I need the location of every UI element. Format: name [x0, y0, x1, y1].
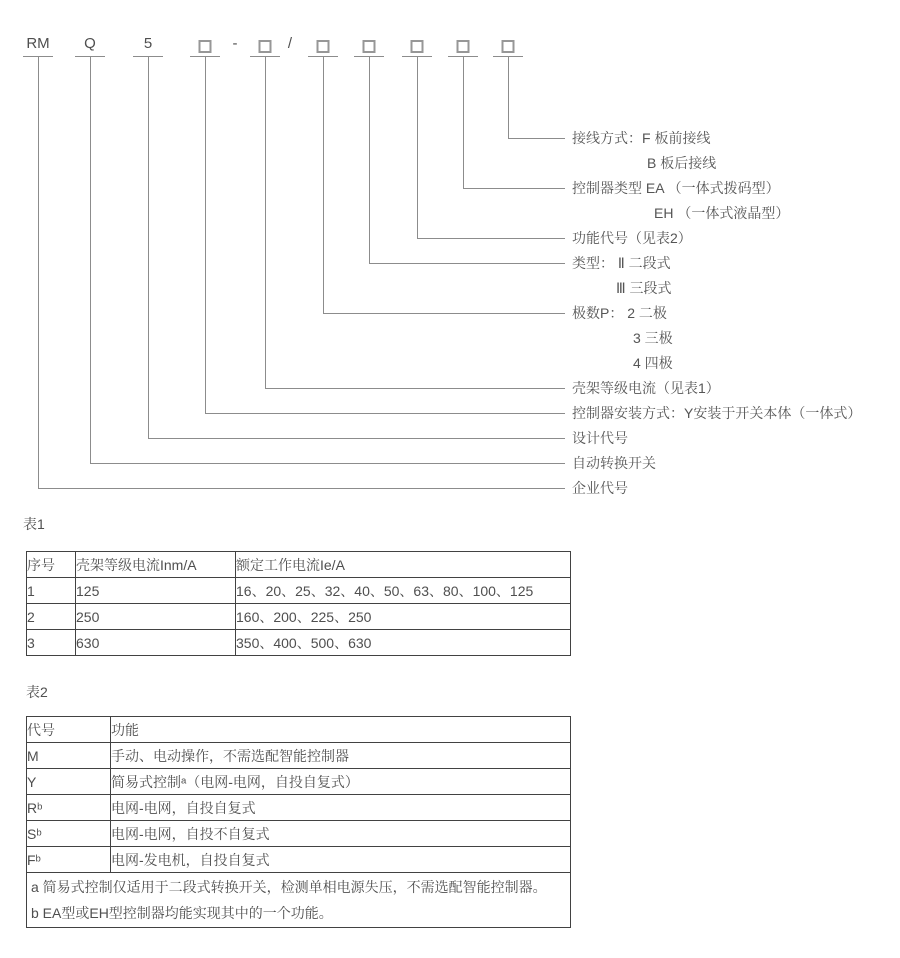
table1-row [27, 630, 571, 656]
connector-v-controller [463, 57, 464, 189]
label-install-mode: 控制器安装方式：Y安装于开关本体（一体式） [572, 405, 862, 421]
table2-cell-function: 电网-发电机，自投自复式 [111, 847, 571, 873]
label-type-2seg: 类型： Ⅱ 二段式 [572, 255, 671, 271]
table1-header-ie: 额定工作电流Ie/A [236, 552, 571, 578]
code-dash: - [232, 35, 238, 52]
table2-caption: 表2 [26, 684, 48, 700]
code-slash: / [287, 35, 293, 52]
code-prefix-rm: RM [26, 35, 50, 52]
label-function-code: 功能代号（见表2） [572, 230, 692, 246]
code-box-wiring [502, 40, 515, 53]
table1-frame-currents [26, 551, 571, 656]
table2-cell-function: 电网-电网，自投自复式 [111, 795, 571, 821]
label-controller-ea: 控制器类型 EA （一体式拨码型） [572, 180, 780, 196]
table2-header-code: 代号 [27, 717, 111, 743]
table2-footnote-row [27, 873, 571, 928]
table1-cell-ie: 16、20、25、32、40、50、63、80、100、125 [236, 578, 571, 604]
connector-h-function [417, 238, 565, 239]
label-poles-4: 4 四极 [633, 355, 673, 371]
table1-cell-ie: 350、400、500、630 [236, 630, 571, 656]
table2-function-codes [26, 716, 571, 928]
table2-row [27, 795, 571, 821]
label-poles-3: 3 三极 [633, 330, 673, 346]
table2-cell-code: M [27, 743, 111, 769]
code-box-install [199, 40, 212, 53]
table1-cell-index: 1 [27, 578, 76, 604]
table2-cell-function: 电网-电网，自投不自复式 [111, 821, 571, 847]
connector-h-poles [323, 313, 565, 314]
table1-row [27, 578, 571, 604]
connector-h-frame [265, 388, 565, 389]
table2-footnote-b: b EA型或EH型控制器均能实现其中的一个功能。 [31, 905, 333, 921]
table2-cell-function: 手动、电动操作，不需选配智能控制器 [111, 743, 571, 769]
code-digit-5: 5 [143, 35, 153, 52]
table2-footnote-a: a 简易式控制仅适用于二段式转换开关，检测单相电源失压，不需选配智能控制器。 [31, 879, 547, 895]
label-type-3seg: Ⅲ 三段式 [616, 280, 672, 296]
label-poles-2: 极数P： 2 二极 [572, 305, 667, 321]
connector-h-controller [463, 188, 565, 189]
code-letter-q: Q [84, 35, 96, 52]
connector-v-frame [265, 57, 266, 389]
table1-cell-ie: 160、200、225、250 [236, 604, 571, 630]
label-wiring-f: 接线方式：F 板前接线 [572, 130, 711, 146]
table1-header-row [27, 552, 571, 578]
connector-h-install [205, 413, 565, 414]
connector-v-function [417, 57, 418, 239]
table2-row [27, 847, 571, 873]
connector-h-type [369, 263, 565, 264]
label-frame-current: 壳架等级电流（见表1） [572, 380, 720, 396]
connector-h-switch [90, 463, 565, 464]
table2-header-row [27, 717, 571, 743]
table2-footnotes [27, 873, 571, 928]
code-box-type [363, 40, 376, 53]
connector-v-poles [323, 57, 324, 314]
code-box-poles [317, 40, 330, 53]
code-box-frame [259, 40, 272, 53]
table2-header-function: 功能 [111, 717, 571, 743]
table1-cell-index: 2 [27, 604, 76, 630]
table2-cell-function: 简易式控制ᵃ（电网-电网，自投自复式） [111, 769, 571, 795]
table2-cell-code: Fᵇ [27, 847, 111, 873]
connector-h-company [38, 488, 565, 489]
connector-v-type [369, 57, 370, 264]
table1-cell-inm: 250 [76, 604, 236, 630]
table2-cell-code: Sᵇ [27, 821, 111, 847]
label-company-code: 企业代号 [572, 480, 628, 496]
code-box-controller [457, 40, 470, 53]
table1-header-index: 序号 [27, 552, 76, 578]
table1-cell-inm: 125 [76, 578, 236, 604]
label-controller-eh: EH （一体式液晶型） [654, 205, 790, 221]
label-auto-switch: 自动转换开关 [572, 455, 656, 471]
code-box-function [411, 40, 424, 53]
label-design-code: 设计代号 [572, 430, 628, 446]
connector-v-design [148, 57, 149, 439]
table1-header-inm: 壳架等级电流Inm/A [76, 552, 236, 578]
table2-row [27, 769, 571, 795]
table1-caption: 表1 [23, 516, 45, 532]
table1-row [27, 604, 571, 630]
table2-cell-code: Rᵇ [27, 795, 111, 821]
connector-v-wiring [508, 57, 509, 139]
table1-cell-index: 3 [27, 630, 76, 656]
label-wiring-b: B 板后接线 [647, 155, 717, 171]
table2-row [27, 821, 571, 847]
connector-h-design [148, 438, 565, 439]
connector-v-company [38, 57, 39, 489]
table1-cell-inm: 630 [76, 630, 236, 656]
connector-h-wiring [508, 138, 565, 139]
connector-v-install [205, 57, 206, 414]
table2-row [27, 743, 571, 769]
connector-v-switch [90, 57, 91, 464]
table2-cell-code: Y [27, 769, 111, 795]
